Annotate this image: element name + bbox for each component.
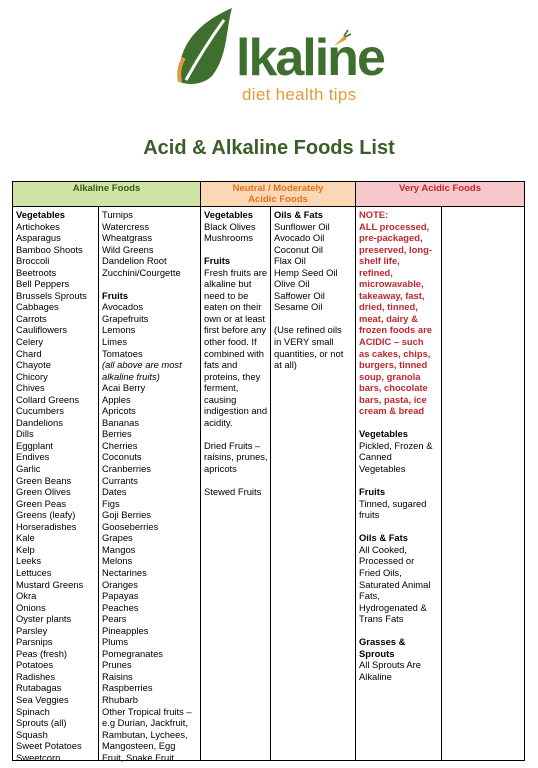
acid-note-line: shelf life, <box>359 255 400 267</box>
acid-note-line: frozen foods are <box>359 324 432 336</box>
paragraph-line: ferment, <box>204 382 239 394</box>
note-text: alkaline fruits) <box>102 370 160 382</box>
section-heading: Vegetables <box>359 428 408 440</box>
list-item: Dates <box>102 486 127 498</box>
paragraph-line: combined with <box>204 347 264 359</box>
list-item: Watercress <box>102 220 150 232</box>
list-item: Chard <box>16 347 42 359</box>
list-item: Artichokes <box>16 220 60 232</box>
list-item: Collard Greens <box>16 393 80 405</box>
section-heading: Vegetables <box>16 209 65 220</box>
section-heading: Sprouts <box>359 647 395 659</box>
list-item: Hemp Seed Oil <box>274 266 338 278</box>
spacer <box>204 475 270 487</box>
list-item: Prunes <box>102 659 132 671</box>
list-item: Greens (leafy) <box>16 509 76 521</box>
acid-note-line: meat, dairy & <box>359 312 418 324</box>
list-item: Sweet Potatoes <box>16 740 82 752</box>
acid-note-line: burgers, tinned <box>359 359 428 371</box>
acid-note-line: ACIDIC – such <box>359 336 424 348</box>
acid-note-line: NOTE: <box>359 209 389 220</box>
note-text: quantities, or not <box>274 347 344 359</box>
acid-note-line: soup, granola <box>359 370 421 382</box>
list-item: Black Olives <box>204 220 256 232</box>
note-text: at all) <box>274 359 297 371</box>
list-item: e.g Durian, Jackfruit, <box>102 717 188 729</box>
list-item: Green Beans <box>16 474 72 486</box>
section-heading: Oils & Fats <box>274 209 323 220</box>
paragraph-line: Tinned, sugared <box>359 497 427 509</box>
note-text: in VERY small <box>274 336 334 348</box>
foods-table <box>12 181 525 761</box>
list-item: Dills <box>16 428 34 440</box>
list-item: Mustard Greens <box>16 578 84 590</box>
list-item: Sesame Oil <box>274 301 323 313</box>
list-item: Saffower Oil <box>274 289 325 301</box>
list-item: Apricots <box>102 405 136 417</box>
list-item: Apples <box>102 393 131 405</box>
list-item: Grapes <box>102 532 133 544</box>
list-item: Stewed Fruits <box>204 486 262 498</box>
list-item: Horseradishes <box>16 520 77 532</box>
list-item: Sea Veggies <box>16 693 69 705</box>
list-item: Squash <box>16 728 48 740</box>
spacer <box>359 417 441 429</box>
spacer <box>359 521 441 533</box>
alkaline-column-1 <box>13 207 99 763</box>
list-item: Beetroots <box>16 266 57 278</box>
paragraph-line: Alkaline <box>359 670 392 682</box>
logo-tagline: diet health tips <box>242 85 357 104</box>
list-item: Dandelions <box>16 416 63 428</box>
acid-note-line: cream & bread <box>359 405 425 417</box>
list-item: Turnips <box>102 209 133 220</box>
paragraph-line: alkaline but <box>204 278 252 290</box>
list-item: Sweetcorn <box>16 751 61 763</box>
alkaline-logo <box>168 6 398 110</box>
list-item: Tomatoes <box>102 347 143 359</box>
section-heading: Fruits <box>359 486 386 498</box>
paragraph-line: fruits <box>359 509 380 521</box>
acid-note-line: microwavable, <box>359 278 424 290</box>
alkaline-column-2 <box>99 207 201 763</box>
list-item: Celery <box>16 336 44 348</box>
list-item: Acai Berry <box>102 382 146 394</box>
list-item: Grapefruits <box>102 312 149 324</box>
list-item: Zucchini/Courgette <box>102 266 181 278</box>
list-item: Peaches <box>102 601 139 613</box>
paragraph-line: causing <box>204 393 237 405</box>
paragraph-line: Trans Fats <box>359 613 404 625</box>
list-item: Chayote <box>16 359 51 371</box>
paragraph-line: Fried Oils, <box>359 566 402 578</box>
section-heading: Oils & Fats <box>359 532 408 544</box>
acid-note-line: takeaway, fast, <box>359 289 425 301</box>
list-item: Oyster plants <box>16 613 72 625</box>
list-item: Oranges <box>102 578 138 590</box>
list-item: Mangosteen, Egg <box>102 740 176 752</box>
list-item: Radishes <box>16 670 56 682</box>
acid-note-line: bars, pasta, ice <box>359 393 427 405</box>
paragraph-line: indigestion and <box>204 405 268 417</box>
list-item: Sprouts (all) <box>16 717 67 729</box>
acid-note-line: as cakes, chips, <box>359 347 431 359</box>
list-item: Pomegranates <box>102 647 163 659</box>
list-item: Brussels Sprouts <box>16 289 87 301</box>
paragraph-line: proteins, they <box>204 370 261 382</box>
spacer <box>274 313 355 325</box>
header-neutral-line2: Acidic Foods <box>248 194 308 205</box>
logo-wordmark: lkaline <box>236 29 384 87</box>
paragraph-line: Dried Fruits – <box>204 439 261 451</box>
list-item: Wheatgrass <box>102 232 153 244</box>
list-item: Fruit, Snake Fruit <box>102 751 174 763</box>
list-item: Papayas <box>102 590 139 602</box>
list-item: Carrots <box>16 312 47 324</box>
spacer <box>102 278 200 290</box>
header-acidic-label: Very Acidic Foods <box>398 183 481 194</box>
note-text: (Use refined oils <box>274 324 342 336</box>
list-item: Peas (fresh) <box>16 647 68 659</box>
list-item: Currants <box>102 474 138 486</box>
list-item: Leeks <box>16 555 42 567</box>
list-item: Figs <box>102 497 120 509</box>
list-item: Rambutan, Lychees, <box>102 728 188 740</box>
list-item: Pears <box>102 613 127 625</box>
list-item: Kale <box>16 532 35 544</box>
paragraph-line: eaten on their <box>204 301 262 313</box>
paragraph-line: Canned <box>359 451 392 463</box>
paragraph-line: fats and <box>204 359 238 371</box>
section-heading: Vegetables <box>204 209 253 220</box>
list-item: Bamboo Shoots <box>16 243 83 255</box>
paragraph-line: Vegetables <box>359 463 406 475</box>
list-item: Coconut Oil <box>274 243 323 255</box>
paragraph-line: raisins, prunes, <box>204 451 268 463</box>
section-heading: Grasses & <box>359 636 406 648</box>
list-item: Lemons <box>102 324 136 336</box>
list-item: Chives <box>16 382 45 394</box>
list-item: Goji Berries <box>102 509 151 521</box>
list-item: Eggplant <box>16 439 54 451</box>
list-item: Endives <box>16 451 50 463</box>
list-item: Pineapples <box>102 624 149 636</box>
acidic-column-empty <box>442 207 524 760</box>
paragraph-line: Saturated Animal <box>359 578 431 590</box>
paragraph-line: Pickled, Frozen & <box>359 439 433 451</box>
list-item: Cauliflowers <box>16 324 68 336</box>
list-item: Rutabagas <box>16 682 62 694</box>
list-item: Okra <box>16 590 37 602</box>
paragraph-line: need to be <box>204 289 249 301</box>
paragraph-line: acidity. <box>204 416 233 428</box>
acid-note-line: preserved, long- <box>359 243 432 255</box>
list-item: Berries <box>102 428 132 440</box>
list-item: Cherries <box>102 439 138 451</box>
list-item: Avocados <box>102 301 144 313</box>
list-item: Mangos <box>102 543 136 555</box>
spacer <box>204 428 270 440</box>
list-item: Nectarines <box>102 566 147 578</box>
list-item: Broccoli <box>16 255 50 267</box>
acid-note-line: bars, chocolate <box>359 382 428 394</box>
paragraph-line: first before any <box>204 324 267 336</box>
list-item: Chicory <box>16 370 48 382</box>
acid-note-line: dried, tinned, <box>359 301 418 313</box>
list-item: Flax Oil <box>274 255 306 267</box>
list-item: Green Peas <box>16 497 67 509</box>
list-item: Sunflower Oil <box>274 220 330 232</box>
header-alkaline <box>13 182 201 207</box>
paragraph-line: other food. If <box>204 336 257 348</box>
list-item: Plums <box>102 636 129 648</box>
list-item: Coconuts <box>102 451 142 463</box>
list-item: Spinach <box>16 705 50 717</box>
list-item: Wild Greens <box>102 243 154 255</box>
paragraph-line: All Sprouts Are <box>359 659 422 671</box>
list-item: Lettuces <box>16 566 52 578</box>
paragraph-line: Hydrogenated & <box>359 601 427 613</box>
list-item: Melons <box>102 555 133 567</box>
spacer <box>359 475 441 487</box>
paragraph-line: Fats, <box>359 590 380 602</box>
neutral-column-2 <box>271 207 356 760</box>
list-item: Limes <box>102 336 128 348</box>
list-item: Other Tropical fruits – <box>102 705 192 717</box>
list-item: Green Olives <box>16 486 71 498</box>
header-alkaline-label: Alkaline Foods <box>72 183 141 194</box>
list-item: Raspberries <box>102 682 153 694</box>
paragraph-line: apricots <box>204 463 237 475</box>
list-item: Onions <box>16 601 46 613</box>
list-item: Bananas <box>102 416 140 428</box>
list-item: Rhubarb <box>102 693 138 705</box>
paragraph-line: own or at least <box>204 312 265 324</box>
list-item: Cabbages <box>16 301 59 313</box>
list-item: Bell Peppers <box>16 278 70 290</box>
list-item: Gooseberries <box>102 520 159 532</box>
list-item: Garlic <box>16 463 41 475</box>
list-item: Parsnips <box>16 636 53 648</box>
acid-note-line: refined, <box>359 266 393 278</box>
list-item: Cucumbers <box>16 405 64 417</box>
spacer <box>359 625 441 637</box>
section-heading: Fruits <box>102 289 129 301</box>
acid-note-line: pre-packaged, <box>359 232 423 244</box>
note-text: (all above are most <box>102 359 182 371</box>
paragraph-line: Processed or <box>359 555 415 567</box>
list-item: Kelp <box>16 543 35 555</box>
page-title: Acid & Alkaline Foods List <box>143 137 395 159</box>
list-item: Asparagus <box>16 232 61 244</box>
header-neutral <box>201 182 356 207</box>
spacer <box>204 244 270 256</box>
list-item: Mushrooms <box>204 232 253 244</box>
paragraph-line: Fresh fruits are <box>204 266 268 278</box>
list-item: Cranberries <box>102 463 151 475</box>
neutral-column-1 <box>201 207 271 760</box>
list-item: Raisins <box>102 670 133 682</box>
header-neutral-line1: Neutral / Moderately <box>232 183 324 194</box>
list-item: Avocado Oil <box>274 232 325 244</box>
paragraph-line: All Cooked, <box>359 543 407 555</box>
list-item: Dandelion Root <box>102 255 167 267</box>
list-item: Olive Oil <box>274 278 310 290</box>
list-item: Parsley <box>16 624 48 636</box>
section-heading: Fruits <box>204 255 231 267</box>
acidic-column <box>356 207 442 760</box>
header-acidic <box>356 182 524 207</box>
list-item: Potatoes <box>16 659 54 671</box>
acid-note-line: ALL processed, <box>359 220 430 232</box>
